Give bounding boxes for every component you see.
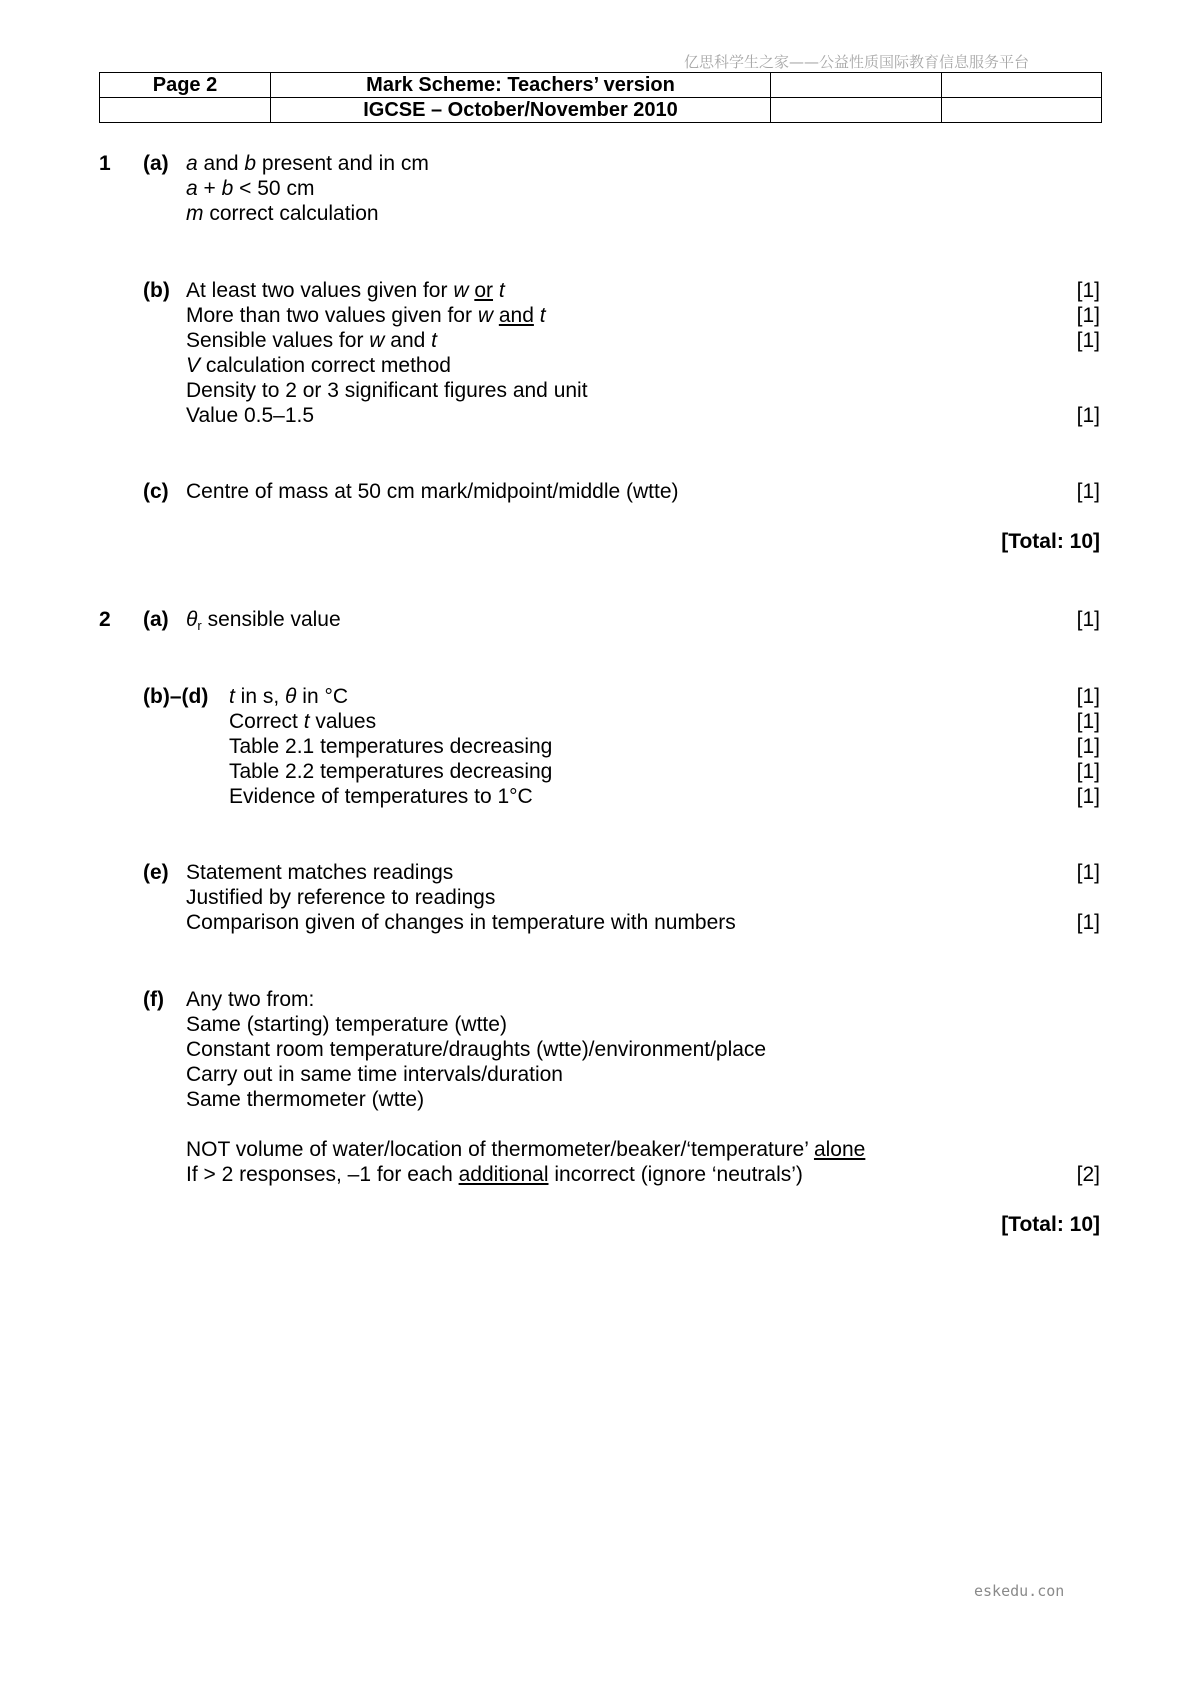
q1b-line: Value 0.5–1.5 xyxy=(186,404,315,427)
mark: [1] xyxy=(1076,861,1100,884)
text-fragment: More than two values given for xyxy=(186,304,478,327)
var-a: a xyxy=(186,177,198,200)
text-fragment: + xyxy=(197,177,222,200)
var-w: w xyxy=(453,279,469,302)
mark: [1] xyxy=(1076,608,1100,631)
var-t: t xyxy=(498,279,505,302)
var-t: t xyxy=(229,685,235,708)
header-title: Mark Scheme: Teachers’ version xyxy=(271,73,771,98)
q2bd-line xyxy=(229,684,348,709)
q2a-line xyxy=(186,607,341,638)
header-empty-cell xyxy=(942,73,1102,98)
text-fragment: present and in cm xyxy=(256,152,429,175)
mark: [1] xyxy=(1076,911,1100,934)
text-fragment: If > 2 responses, –1 for each xyxy=(186,1163,459,1186)
q2bd-line xyxy=(229,709,376,734)
header-table xyxy=(99,72,1102,123)
q2f-line: Carry out in same time intervals/duration xyxy=(186,1063,563,1086)
header-empty-cell xyxy=(942,98,1102,123)
var-t: t xyxy=(303,710,310,733)
header-subtitle: IGCSE – October/November 2010 xyxy=(271,98,771,123)
text-fragment: and xyxy=(384,329,432,352)
var-v: V xyxy=(186,354,201,377)
underlined-text: alone xyxy=(813,1138,866,1161)
text-fragment: Sensible values for xyxy=(186,329,370,352)
var-w: w xyxy=(477,304,493,327)
mark: [1] xyxy=(1076,785,1100,808)
q1b-line xyxy=(186,303,546,328)
total-marks: [Total: 10] xyxy=(1001,1213,1100,1236)
var-m: m xyxy=(186,202,204,225)
watermark-bottom: eskedu.con xyxy=(974,1582,1065,1600)
q1a-line xyxy=(186,201,379,226)
mark: [2] xyxy=(1076,1163,1100,1186)
question-number: 2 xyxy=(99,608,111,631)
part-label: (b)–(d) xyxy=(143,685,209,708)
var-a: a xyxy=(186,152,198,175)
text-fragment: incorrect (ignore ‘neutrals’) xyxy=(548,1163,803,1186)
q2f-line: Same (starting) temperature (wtte) xyxy=(186,1013,507,1036)
var-t: t xyxy=(539,304,546,327)
text-fragment: and xyxy=(197,152,245,175)
mark: [1] xyxy=(1076,329,1100,352)
mark: [1] xyxy=(1076,404,1100,427)
part-label: (f) xyxy=(143,988,164,1011)
text-fragment: in °C xyxy=(296,685,349,708)
q2f-line: Same thermometer (wtte) xyxy=(186,1088,425,1111)
underlined-text: or xyxy=(474,279,494,302)
mark: [1] xyxy=(1076,480,1100,503)
underlined-text: additional xyxy=(458,1163,549,1186)
header-empty-cell xyxy=(771,98,942,123)
mark: [1] xyxy=(1076,279,1100,302)
var-theta: θ xyxy=(285,685,297,708)
q2e-line: Justified by reference to readings xyxy=(186,886,496,909)
part-label: (a) xyxy=(143,608,169,631)
var-w: w xyxy=(369,329,385,352)
header-page: Page 2 xyxy=(100,73,271,98)
q2f-line xyxy=(186,1137,865,1162)
q1a-line xyxy=(186,151,429,176)
text-fragment: NOT volume of water/location of thermometer/beaker/‘temperature’ xyxy=(186,1138,814,1161)
q1c-line: Centre of mass at 50 cm mark/midpoint/middle (wtte) xyxy=(186,480,679,503)
q2f-line: Any two from: xyxy=(186,988,315,1011)
q2e-line: Comparison given of changes in temperature with numbers xyxy=(186,911,736,934)
header-empty-cell xyxy=(100,98,271,123)
q1a-line xyxy=(186,176,314,201)
mark: [1] xyxy=(1076,735,1100,758)
part-label: (b) xyxy=(143,279,170,302)
question-number: 1 xyxy=(99,152,111,175)
part-label: (c) xyxy=(143,480,169,503)
q1b-line xyxy=(186,278,505,303)
var-b: b xyxy=(244,152,257,175)
text-fragment: in s, xyxy=(234,685,286,708)
var-t: t xyxy=(431,329,438,352)
text-fragment: sensible value xyxy=(201,608,341,631)
text-fragment: correct calculation xyxy=(203,202,379,225)
q2e-line: Statement matches readings xyxy=(186,861,454,884)
header-empty-cell xyxy=(771,73,942,98)
mark: [1] xyxy=(1076,304,1100,327)
text-fragment: Correct xyxy=(229,710,304,733)
mark: [1] xyxy=(1076,760,1100,783)
var-theta: θ xyxy=(186,608,198,631)
mark: [1] xyxy=(1076,685,1100,708)
q1b-line xyxy=(186,328,437,353)
q2bd-line: Table 2.1 temperatures decreasing xyxy=(229,735,553,758)
text-fragment: values xyxy=(309,710,377,733)
watermark-top: 亿思科学生之家——公益性质国际教育信息服务平台 xyxy=(684,53,1030,71)
underlined-text: and xyxy=(498,304,534,327)
q1b-line xyxy=(186,353,451,378)
text-fragment: At least two values given for xyxy=(186,279,454,302)
total-marks: [Total: 10] xyxy=(1001,530,1100,553)
subscript-r: r xyxy=(197,618,202,633)
text-fragment: < 50 cm xyxy=(233,177,315,200)
q2f-line xyxy=(186,1162,803,1187)
part-label: (a) xyxy=(143,152,169,175)
q1b-line: Density to 2 or 3 significant figures and unit xyxy=(186,379,588,402)
text-fragment: calculation correct method xyxy=(200,354,451,377)
q2f-line: Constant room temperature/draughts (wtte)/environment/place xyxy=(186,1038,767,1061)
var-b: b xyxy=(221,177,234,200)
q2bd-line: Table 2.2 temperatures decreasing xyxy=(229,760,553,783)
mark: [1] xyxy=(1076,710,1100,733)
q2bd-line: Evidence of temperatures to 1°C xyxy=(229,785,533,808)
part-label: (e) xyxy=(143,861,169,884)
